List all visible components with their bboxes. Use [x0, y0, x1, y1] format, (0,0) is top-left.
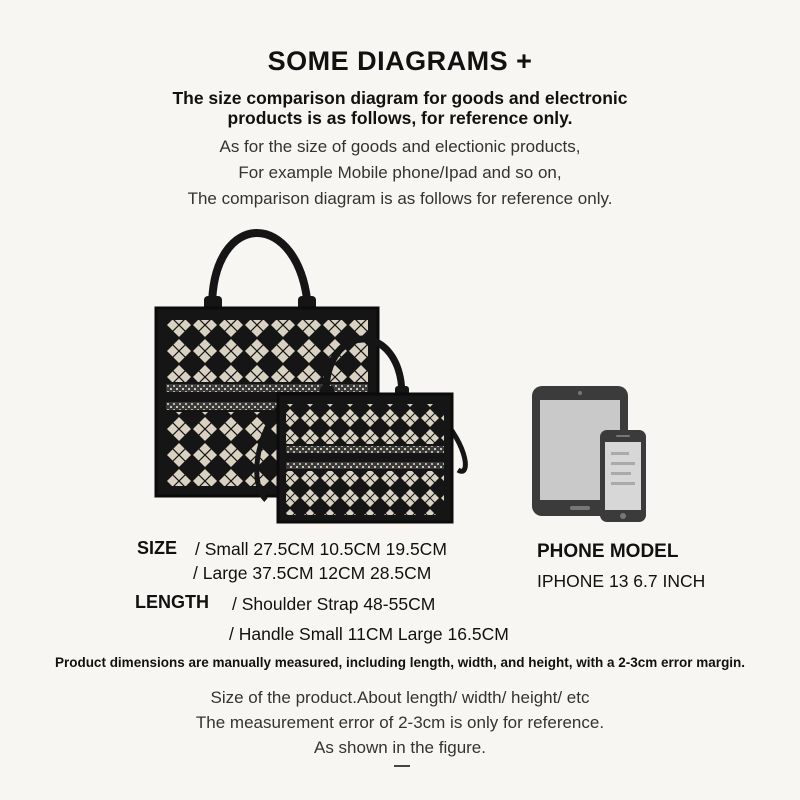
divider — [394, 765, 410, 767]
subtitle-line: As for the size of goods and electionic products, — [219, 137, 581, 156]
small-bag — [278, 394, 452, 522]
subtitle-line: For example Mobile phone/Ipad and so on, — [238, 163, 562, 182]
tote-bags-illustration — [140, 208, 500, 538]
tablet-and-phone-icon — [522, 380, 652, 530]
page-title — [0, 46, 800, 77]
large-bag-handles — [204, 233, 316, 314]
subtitle — [0, 134, 800, 212]
subtitle-line: The comparison diagram is as follows for reference only. — [187, 189, 613, 208]
length-handle: / Handle Small 11CM Large 16.5CM — [229, 624, 509, 644]
subtitle-bold — [0, 88, 800, 128]
plus-icon: + — [516, 46, 533, 76]
length-shoulder-strap: / Shoulder Strap 48-55CM — [232, 594, 436, 614]
title-text: SOME DIAGRAMS — [267, 46, 509, 76]
subtitle-bold-line: The size comparison diagram for goods and electronic — [172, 88, 628, 108]
footer — [0, 685, 800, 760]
size-large: / Large 37.5CM 12CM 28.5CM — [193, 563, 432, 583]
footer-line: As shown in the figure. — [314, 738, 486, 757]
length-label: LENGTH — [135, 592, 209, 612]
subtitle-bold-line: products is as follows, for reference only. — [227, 108, 573, 128]
phone-model-title: PHONE MODEL — [537, 541, 679, 562]
measurement-note: Product dimensions are manually measured, including length, width, and height, with a 2-3cm error margin. — [54, 655, 746, 670]
size-label: SIZE — [137, 538, 178, 558]
footer-line: The measurement error of 2-3cm is only for reference. — [195, 713, 605, 732]
phone-model-value: IPHONE 13 6.7 INCH — [537, 571, 706, 591]
footer-line: Size of the product.About length/ width/ height/ etc — [210, 688, 590, 707]
size-small: / Small 27.5CM 10.5CM 19.5CM — [195, 539, 447, 559]
phone-icon — [600, 430, 646, 522]
